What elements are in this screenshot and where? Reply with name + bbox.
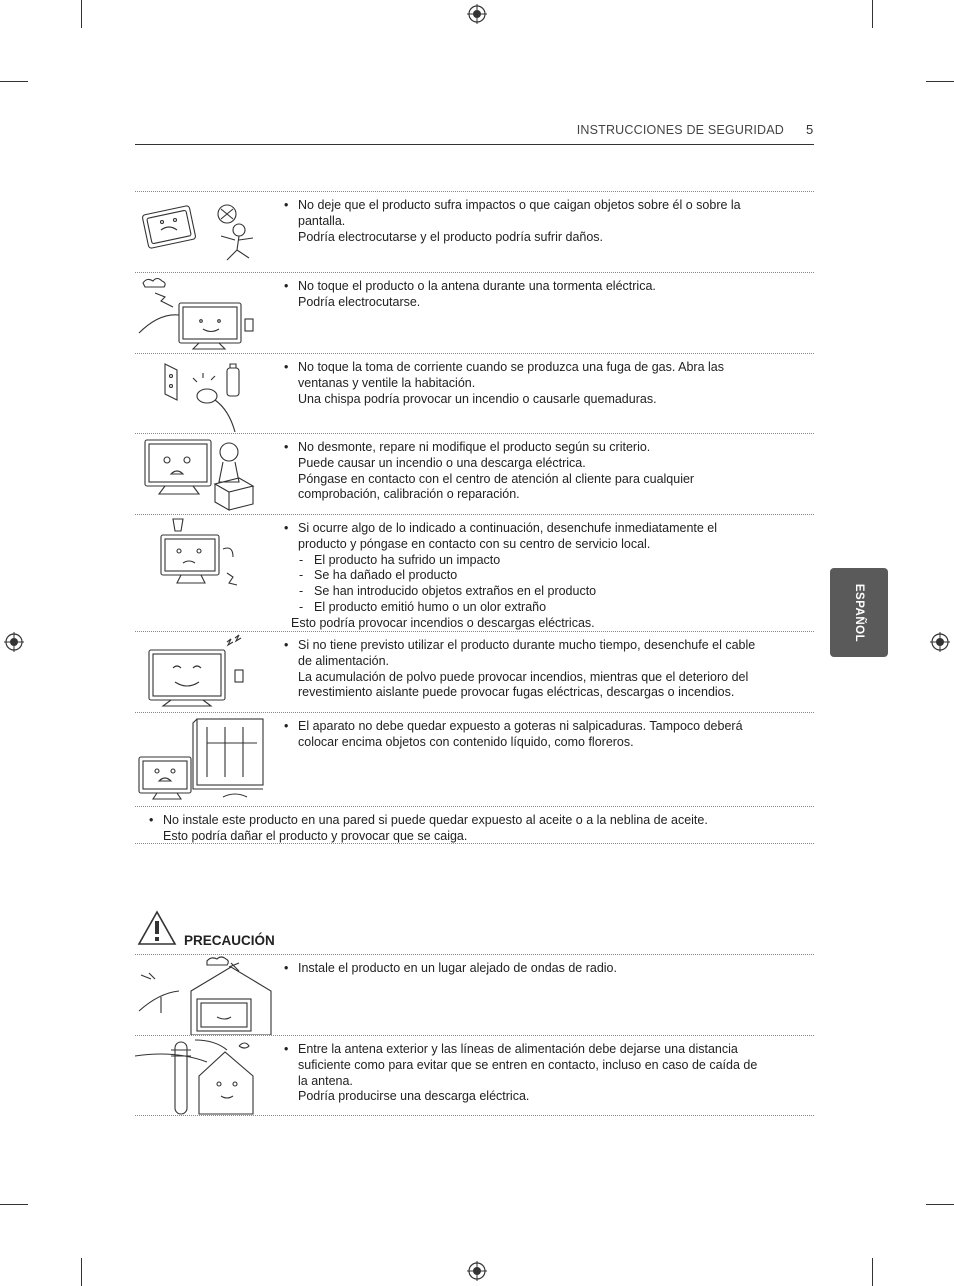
warning-text: Puede causar un incendio o una descarga eléctrica. — [298, 455, 586, 470]
warning-sub-item: - Se han introducido objetos extraños en el producto — [284, 584, 809, 600]
warning-bullet: • El aparato no debe quedar expuesto a goteras ni salpicaduras. Tampoco deberá — [284, 719, 809, 735]
warning-bullet: • No toque el producto o la antena durante una tormenta eléctrica. — [284, 279, 809, 295]
caution-text: Podría producirse una descarga eléctrica. — [298, 1089, 530, 1104]
warning-row-5 — [135, 514, 814, 631]
page-number: 5 — [806, 122, 814, 137]
crop-mark — [872, 1258, 873, 1286]
warning-text: pantalla. — [298, 213, 346, 228]
crop-mark — [0, 1204, 28, 1205]
section-divider — [135, 843, 814, 844]
warning-row-4 — [135, 433, 814, 514]
warning-sub-item: - El producto ha sufrido un impacto — [284, 553, 809, 569]
warning-text: Podría electrocutarse y el producto podría sufrir daños. — [298, 229, 604, 244]
warning-bullet: • No desmonte, repare ni modifique el producto según su criterio. — [284, 440, 809, 456]
warning-sub-item: - El producto emitió humo o un olor extraño — [284, 600, 809, 616]
registration-mark-icon — [467, 4, 487, 24]
warning-text: Podría electrocutarse. — [298, 294, 421, 309]
registration-mark-icon — [930, 632, 950, 652]
crop-mark — [926, 81, 954, 82]
tv-damaged-illustration — [135, 515, 275, 595]
wide-warning-row — [135, 806, 814, 844]
warning-row-3 — [135, 353, 814, 434]
warning-text: Esto podría dañar el producto y provocar que se caiga. — [163, 828, 468, 843]
caution-bullet: • Instale el producto en un lugar alejado de ondas de radio. — [284, 961, 809, 977]
warning-text: Póngase en contacto con el centro de atención al cliente para cualquier — [298, 471, 695, 486]
tv-storm-illustration — [135, 273, 275, 353]
house-radio-illustration — [135, 955, 275, 1035]
warning-bullet: • No instale este producto en una pared si puede quedar expuesto al aceite o a la neblina de aceite. — [149, 813, 809, 829]
header-title: INSTRUCCIONES DE SEGURIDAD — [576, 123, 784, 137]
warning-row-1 — [135, 191, 814, 272]
crop-mark — [872, 0, 873, 28]
warning-text: revestimiento aislante puede provocar fugas eléctricas, descargas o incendios. — [298, 685, 735, 700]
warning-text: colocar encima objetos con contenido líquido, como floreros. — [298, 734, 634, 749]
language-tab — [830, 568, 888, 657]
tv-impact-illustration — [135, 192, 275, 272]
warning-triangle-icon — [137, 910, 177, 946]
section-divider — [135, 1115, 814, 1116]
caution-bullet: • Entre la antena exterior y las líneas de alimentación debe dejarse una distancia — [284, 1042, 809, 1058]
caution-row-1 — [135, 954, 814, 1035]
tv-unplug-illustration — [135, 632, 275, 712]
warning-row-6 — [135, 631, 814, 712]
warning-row-7 — [135, 712, 814, 807]
gas-leak-illustration — [135, 354, 275, 434]
registration-mark-icon — [467, 1261, 487, 1281]
warning-text: producto y póngase en contacto con su centro de servicio local. — [298, 536, 651, 551]
crop-mark — [81, 1258, 82, 1286]
antenna-powerline-illustration — [135, 1036, 275, 1116]
crop-mark — [926, 1204, 954, 1205]
crop-mark — [81, 0, 82, 28]
caution-text: suficiente como para evitar que se entren en contacto, incluso en caso de caída de — [298, 1057, 758, 1072]
registration-mark-icon — [4, 632, 24, 652]
warning-bullet: • Si no tiene previsto utilizar el producto durante mucho tiempo, desenchufe el cable — [284, 638, 809, 654]
warning-bullet: • Si ocurre algo de lo indicado a continuación, desenchufe inmediatamente el — [284, 521, 809, 537]
caution-text: la antena. — [298, 1073, 353, 1088]
warning-text: La acumulación de polvo puede provocar incendios, mientras que el deterioro del — [298, 669, 749, 684]
warning-sub-item: - Se ha dañado el producto — [284, 568, 809, 584]
caution-heading: PRECAUCIÓN — [184, 933, 275, 948]
caution-row-2 — [135, 1035, 814, 1116]
warning-text: Esto podría provocar incendios o descargas eléctricas. — [291, 615, 595, 630]
warning-text: ventanas y ventile la habitación. — [298, 375, 476, 390]
disassembly-illustration — [135, 434, 275, 514]
warning-text: Una chispa podría provocar un incendio o causarle quemaduras. — [298, 391, 657, 406]
warning-bullet: • No deje que el producto sufra impactos o que caigan objetos sobre él o sobre la — [284, 198, 809, 214]
warning-text: comprobación, calibración o reparación. — [298, 487, 520, 502]
warning-row-2 — [135, 272, 814, 353]
warning-bullet: • No toque la toma de corriente cuando se produzca una fuga de gas. Abra las — [284, 360, 809, 376]
header-rule — [135, 144, 814, 145]
crop-mark — [0, 81, 28, 82]
tv-rain-illustration — [135, 713, 275, 807]
warning-text: de alimentación. — [298, 653, 390, 668]
language-tab-label: ESPAÑOL — [853, 583, 865, 642]
